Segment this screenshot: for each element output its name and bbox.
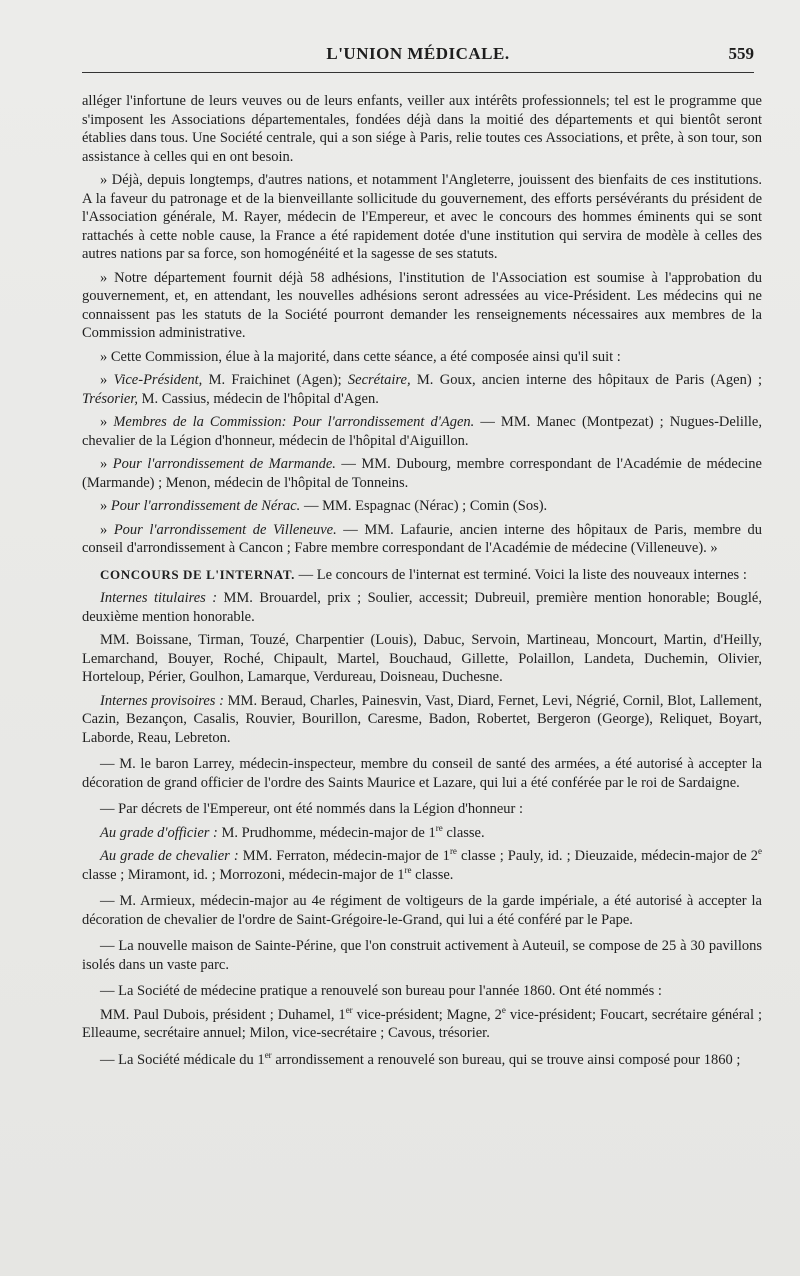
page-number: 559 <box>728 44 754 63</box>
running-title: L'UNION MÉDICALE. <box>326 44 510 63</box>
paragraph-commission-officers <box>82 371 762 408</box>
superscript: re <box>404 864 412 875</box>
superscript: re <box>435 822 443 833</box>
paragraph: » Cette Commission, élue à la majorité, dans cette séance, a été composée ainsi qu'il suit : <box>100 348 621 365</box>
paragraph-sainte-perine: — La nouvelle maison de Sainte-Périne, que l'on construit activement à Auteuil, se compose de 25 à 30 pavillons isolés dans un vaste parc. <box>82 938 762 973</box>
header-rule <box>82 72 754 73</box>
society-text: arrondissement a renouvelé son bureau, qui se trouve ainsi composé pour 1860 ; <box>271 1051 741 1068</box>
role-text: M. Fraichinet (Agen); <box>202 372 348 388</box>
paragraph-bureau-members <box>82 1006 762 1043</box>
paragraph-names: MM. Boissane, Tirman, Touzé, Charpentier (Louis), Dabuc, Servoin, Martineau, Moncourt, Martin, d'Heilly, Lemarchand, Bouyer, Roché, Chipault, Martel, Bouchaud, Gillette, Polaillon, Landeta, Duchemin, Olivier, Horteloup, Périer, Goulhon, Lamarque, Verdureau, Doisneau, Duchesne. <box>82 632 762 685</box>
society-text: — La Société médicale du 1 <box>100 1051 265 1068</box>
grade-text: M. Prudhomme, médecin-major de 1 <box>217 824 436 841</box>
section-text: — Le concours de l'internat est terminé. Voici la liste des nouveaux internes : <box>294 566 747 583</box>
paragraph-nerac <box>82 497 762 516</box>
paragraph-marmande <box>82 455 762 492</box>
grade-text: MM. Ferraton, médecin-major de 1 <box>238 848 450 864</box>
section-heading: CONCOURS DE L'INTERNAT. <box>100 566 295 582</box>
paragraph: » Déjà, depuis longtemps, d'autres nations, et notamment l'Angleterre, jouissent des bienfaits de ces institutions. A la faveur du patronage et de la bienveillante sollicitude du gouvernement, des efforts persévérants du président de l'Association générale, M. Rayer, médecin de l'Empereur, et avec le concours des hommes éminents qui se sont rattachés à cette noble cause, la France a été rapidement dotée d'une institution qui servira de modèle à celles des autres nations par sa force, son homogénéité et la sagesse de ses statuts. <box>82 172 762 262</box>
members-text: vice-président; Magne, 2 <box>352 1006 502 1023</box>
role-text: M. Goux, ancien interne des hôpitaux de Paris (Agen) ; <box>410 372 763 388</box>
paragraph-officier <box>82 824 762 843</box>
superscript: er <box>264 1049 272 1060</box>
grade-label: Au grade de chevalier : <box>100 848 239 864</box>
grade-label: Au grade d'officier : <box>100 824 218 841</box>
grade-text: classe. <box>442 824 485 841</box>
superscript: e <box>501 1004 506 1015</box>
members-text: MM. Paul Dubois, président ; Duhamel, 1 <box>100 1006 346 1023</box>
paragraph-chevalier <box>82 847 762 884</box>
district-text: — MM. Espagnac (Nérac) ; Comin (Sos). <box>300 498 548 514</box>
role-text: M. Cassius, médecin de l'hôpital d'Agen. <box>138 390 379 407</box>
paragraph-larrey: — M. le baron Larrey, médecin-inspecteur, membre du conseil de santé des armées, a été autorisé à accepter la décoration de grand officier de l'ordre des Saints Maurice et Lazare, qui lui a été conférée par le roi de Sardaigne. <box>82 756 762 791</box>
quote-mark: » <box>100 521 114 538</box>
district-label: Pour l'arrondissement de Marmande. <box>112 456 336 472</box>
superscript: er <box>345 1004 353 1015</box>
quote-mark: » <box>100 498 111 514</box>
district-label: Pour l'arrondissement de Villeneuve. <box>113 521 337 538</box>
role-label: Vice-Président, <box>113 372 203 388</box>
paragraph-societe-pratique: — La Société de médecine pratique a renouvelé son bureau pour l'année 1860. Ont été nommés : <box>100 983 662 999</box>
paragraph: » Notre département fournit déjà 58 adhésions, l'institution de l'Association est soumise à l'approbation du gouvernement, et, en attendant, les nouvelles adhésions seront adressées au vice-Président. Les médecins qui ne connaissent pas les statuts de la Société pourront demander les renseignements nécessaires aux membres de la Commission administrative. <box>82 269 762 341</box>
superscript: e <box>758 846 762 857</box>
paragraph-concours <box>82 566 762 585</box>
quote-mark: » <box>100 414 114 430</box>
district-text: — MM. Lafaurie, ancien interne des hôpitaux de Paris, membre du conseil d'arrondissement à Cancon ; Fabre membre correspondant de l'Académie de médecine (Villeneuve). » <box>82 521 763 556</box>
article-body <box>82 92 762 1074</box>
role-label: Trésorier, <box>82 390 139 407</box>
paragraph-societe-medicale <box>82 1051 762 1070</box>
members-text: vice-président; Foucart, secrétaire général ; Elleaume, secrétaire annuel; Milon, vice-secrétaire ; Cavous, trésorier. <box>82 1006 762 1041</box>
district-label: Pour l'arrondissement de Nérac. <box>110 498 301 514</box>
superscript: re <box>449 846 457 857</box>
paragraph-villeneuve <box>82 521 762 558</box>
district-text: — MM. Dubourg, membre correspondant de l'Académie de médecine (Marmande) ; Menon, médecin de l'hôpital de Tonneins. <box>82 456 762 491</box>
grade-text: classe ; Pauly, id. ; Dieuzaide, médecin-major de 2 <box>456 848 758 864</box>
role-label: Secrétaire, <box>347 372 411 388</box>
district-text: — MM. Manec (Montpezat) ; Nugues-Delille, chevalier de la Légion d'honneur, médecin de l'hôpital d'Aiguillon. <box>82 414 762 449</box>
list-label: Internes provisoires : <box>100 692 224 709</box>
quote-mark: » <box>100 372 114 388</box>
quote-mark: » <box>100 456 113 472</box>
paragraph-internes-provisoires <box>82 692 762 748</box>
paragraph-internes-titulaires <box>82 589 762 626</box>
district-label: Membres de la Commission: Pour l'arrondissement d'Agen. <box>113 414 475 430</box>
paragraph: alléger l'infortune de leurs veuves ou de leurs enfants, veiller aux intérêts professionnels; tel est le programme que s'imposent les Associations départementales, fondées déjà dans la moitié des départements et qui bientôt seront établies dans tous. Une Société centrale, qui a son siége à Paris, relie toutes ces Associations, et prête, à son tour, son assistance à celles qui en ont besoin. <box>82 93 762 165</box>
paragraph-armieux: — M. Armieux, médecin-major au 4e régiment de voltigeurs de la garde impériale, a été autorisé à accepter la décoration de chevalier de l'ordre de Saint-Grégoire-le-Grand, qui lui a été conféré par le Pape. <box>82 893 762 928</box>
list-text: MM. Beraud, Charles, Painesvin, Vast, Diard, Fernet, Levi, Négrié, Cornil, Blot, Lallement, Cazin, Bezançon, Casalis, Rouvier, Bourillon, Caresme, Badon, Robertet, Bergeron (George), Reliquet, Boyart, Laborde, Reau, Lebreton. <box>82 692 762 746</box>
paragraph-decrets: — Par décrets de l'Empereur, ont été nommés dans la Légion d'honneur : <box>100 801 524 817</box>
grade-text: classe. <box>411 866 454 883</box>
paragraph-agen <box>82 413 762 450</box>
list-text: MM. Brouardel, prix ; Soulier, accessit; Dubreuil, première mention honorable; Bouglé, deuxième mention honorable. <box>82 590 762 625</box>
page-header <box>82 40 754 74</box>
list-label: Internes titulaires : <box>100 590 218 606</box>
grade-text: classe ; Miramont, id. ; Morrozoni, médecin-major de 1 <box>82 866 405 883</box>
